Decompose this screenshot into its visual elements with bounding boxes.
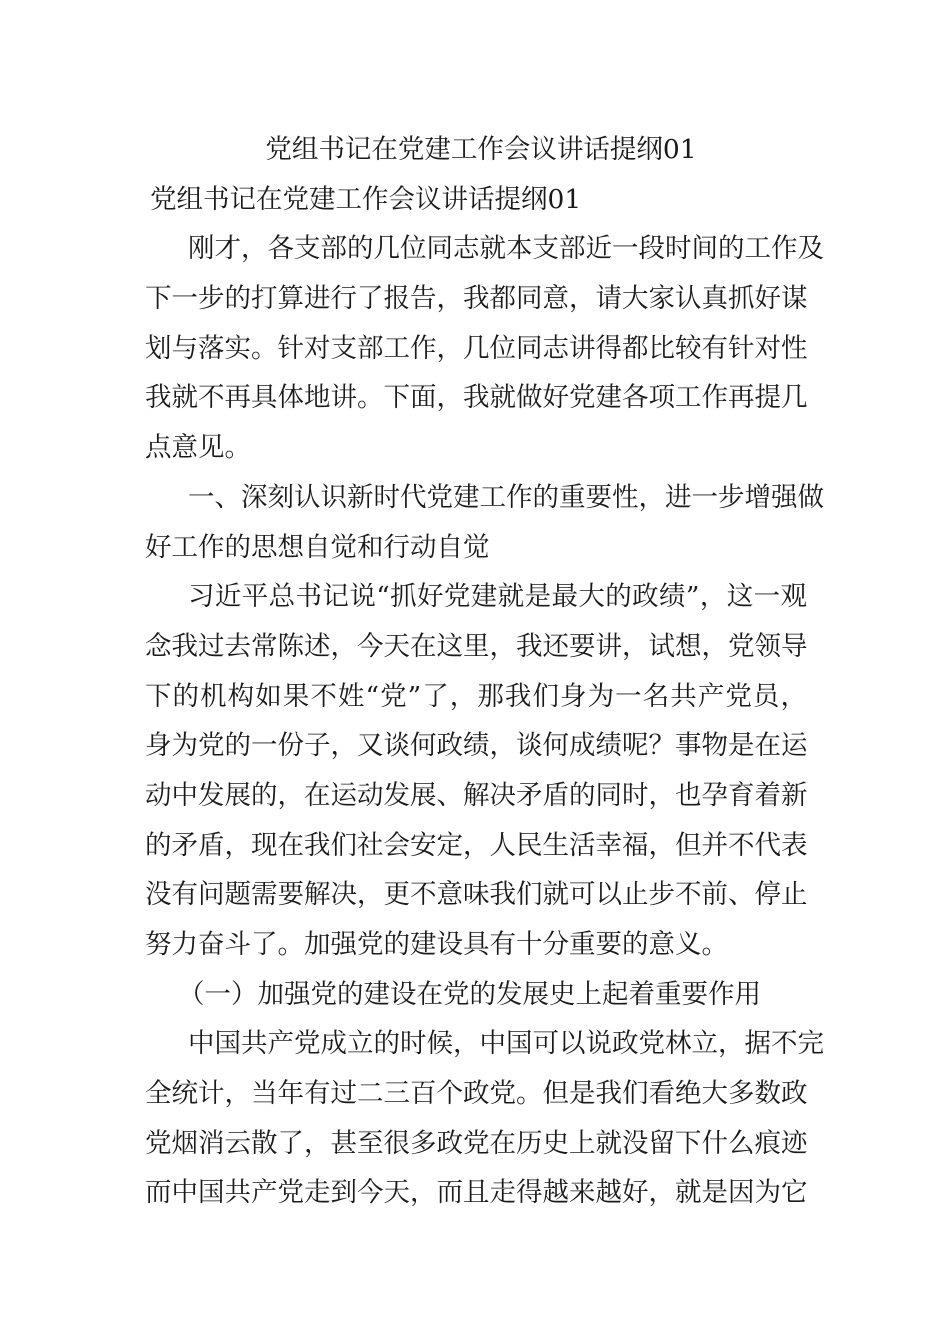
text-line: 我就不再具体地讲。下面，我就做好党建各项工作再提几 xyxy=(145,382,808,414)
text-line: 点意见。 xyxy=(145,432,251,464)
text-line: 一、深刻认识新时代党建工作的重要性，进一步增强做 xyxy=(188,481,824,513)
text-line: 没有问题需要解决，更不意味我们就可以止步不前、停止 xyxy=(145,879,808,911)
document-page xyxy=(145,125,824,1218)
paragraph-intro xyxy=(145,224,824,472)
text-line: 而中国共产党走到今天，而且走得越来越好，就是因为它 xyxy=(145,1177,808,1209)
text-line: （一）加强党的建设在党的发展史上起着重要作用 xyxy=(178,978,761,1010)
text-line: 下一步的打算进行了报告，我都同意，请大家认真抓好谋 xyxy=(145,283,808,315)
text-line: 中国共产党成立的时候，中国可以说政党林立，据不完 xyxy=(188,1028,824,1060)
text-line: 划与落实。针对支部工作，几位同志讲得都比较有针对性 xyxy=(145,332,808,364)
text-line: 身为党的一份子，又谈何政绩，谈何成绩呢？事物是在运 xyxy=(145,730,808,762)
text-line: 党烟消云散了，甚至很多政党在历史上就没留下什么痕迹 xyxy=(145,1127,808,1159)
document-subtitle: 党组书记在党建工作会议讲话提纲01 xyxy=(150,183,582,215)
text-line: 努力奋斗了。加强党的建设具有十分重要的意义。 xyxy=(145,929,728,960)
text-line: 动中发展的，在运动发展、解决矛盾的同时，也孕育着新 xyxy=(145,779,808,811)
text-line: 习近平总书记说“抓好党建就是最大的政绩”，这一观 xyxy=(188,581,807,613)
text-line: 刚才，各支部的几位同志就本支部近一段时间的工作及 xyxy=(188,233,824,265)
text-line: 好工作的思想自觉和行动自觉 xyxy=(145,531,490,563)
document-title: 党组书记在党建工作会议讲话提纲01 xyxy=(265,134,697,165)
subsection-heading-1 xyxy=(145,970,807,1020)
text-line: 的矛盾，现在我们社会安定，人民生活幸福，但并不代表 xyxy=(145,829,808,861)
paragraph-quote xyxy=(145,572,807,970)
text-line: 下的机构如果不姓“党”了，那我们身为一名共产党员， xyxy=(145,680,807,712)
paragraph-history xyxy=(145,1019,824,1218)
text-line: 全统计，当年有过二三百个政党。但是我们看绝大多数政 xyxy=(145,1078,808,1110)
text-line: 念我过去常陈述，今天在这里，我还要讲，试想，党领导 xyxy=(145,630,808,662)
section-heading-1 xyxy=(145,473,824,572)
